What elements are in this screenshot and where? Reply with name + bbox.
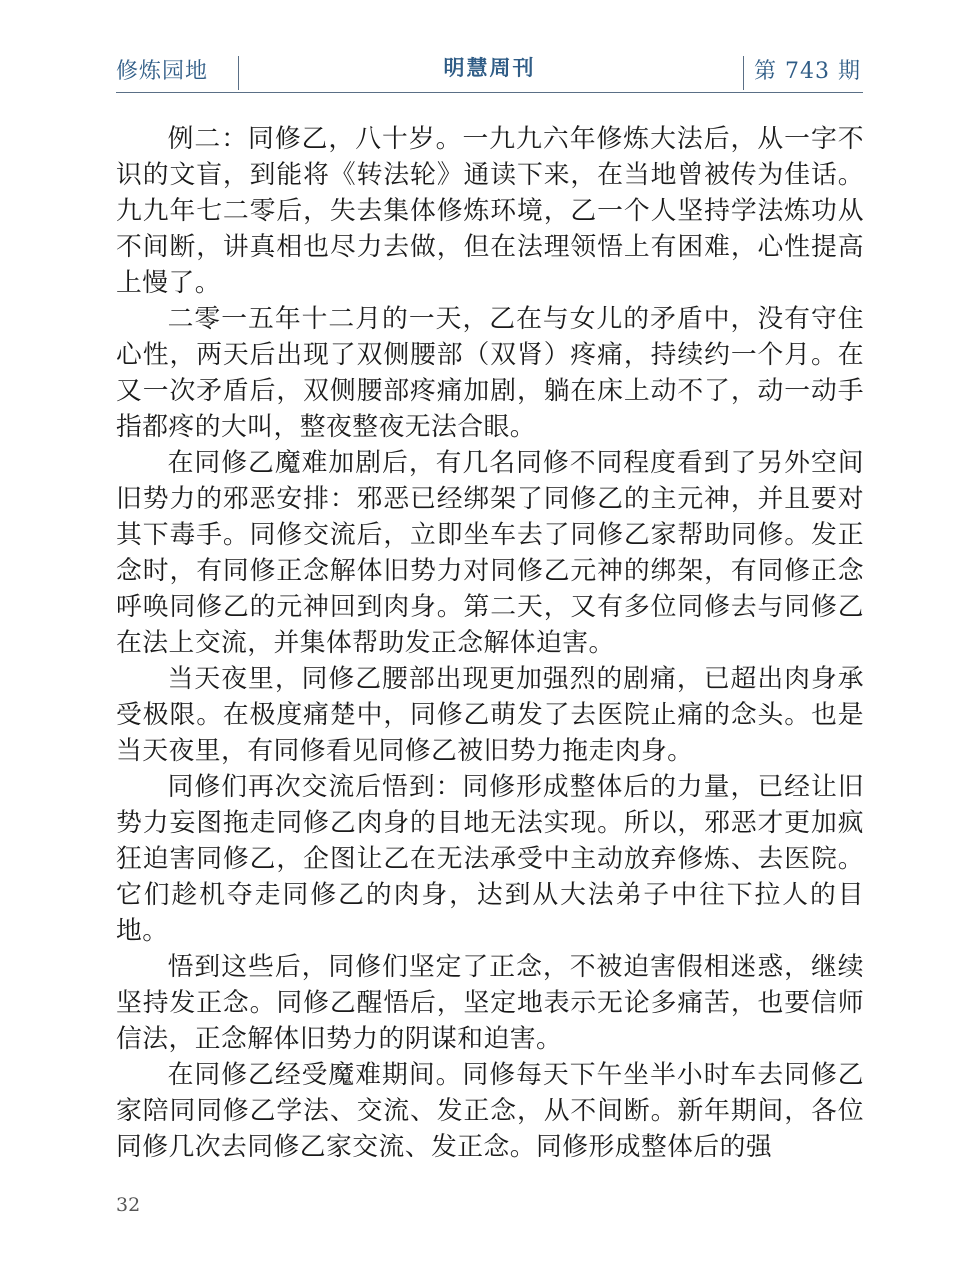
paragraph-2: 二零一五年十二月的一天，乙在与女儿的矛盾中，没有守住心性，两天后出现了双侧腰部（双肾）疼痛，持续约一个月。在又一次矛盾后，双侧腰部疼痛加剧，躺在床上动不了，动一动手指都疼的大叫，整夜整夜无法合眼。 (116, 304, 864, 442)
page-number: 32 (116, 1194, 141, 1216)
header-divider-right (743, 56, 744, 90)
paragraph-3: 在同修乙魔难加剧后，有几名同修不同程度看到了另外空间旧势力的邪恶安排：邪恶已经绑架了同修乙的主元神，并且要对其下毒手。同修交流后，立即坐车去了同修乙家帮助同修。发正念时，有同修正念解体旧势力对同修乙元神的绑架，有同修正念呼唤同修乙的元神回到肉身。第二天，又有多位同修去与同修乙在法上交流，并集体帮助发正念解体迫害。 (116, 448, 864, 658)
paragraph-1: 例二：同修乙，八十岁。一九九六年修炼大法后，从一字不识的文盲，到能将《转法轮》通读下来，在当地曾被传为佳话。九九年七二零后，失去集体修炼环境，乙一个人坚持学法炼功从不间断，讲真相也尽力去做，但在法理领悟上有困难，心性提高上慢了。 (116, 124, 864, 298)
paragraph-6: 悟到这些后，同修们坚定了正念，不被迫害假相迷惑，继续坚持发正念。同修乙醒悟后，坚定地表示无论多痛苦，也要信师信法，正念解体旧势力的阴谋和迫害。 (116, 952, 864, 1054)
paragraph-5: 同修们再次交流后悟到：同修形成整体后的力量，已经让旧势力妄图拖走同修乙肉身的目地无法实现。所以，邪恶才更加疯狂迫害同修乙，企图让乙在无法承受中主动放弃修炼、去医院。它们趁机夺走同修乙的肉身，达到从大法弟子中往下拉人的目地。 (116, 772, 864, 946)
issue-number: 第 743 期 (754, 59, 861, 84)
section-name: 修炼园地 (116, 59, 209, 84)
paragraph-7: 在同修乙经受魔难期间。同修每天下午坐半小时车去同修乙家陪同同修乙学法、交流、发正念，从不间断。新年期间，各位同修几次去同修乙家交流、发正念。同修形成整体后的强 (116, 1060, 864, 1162)
page-header (116, 48, 863, 93)
publication-title: 明慧周刊 (443, 56, 536, 80)
article-body (116, 121, 864, 1165)
paragraph-4: 当天夜里，同修乙腰部出现更加强烈的剧痛，已超出肉身承受极限。在极度痛楚中，同修乙萌发了去医院止痛的念头。也是当天夜里，有同修看见同修乙被旧势力拖走肉身。 (116, 664, 864, 766)
